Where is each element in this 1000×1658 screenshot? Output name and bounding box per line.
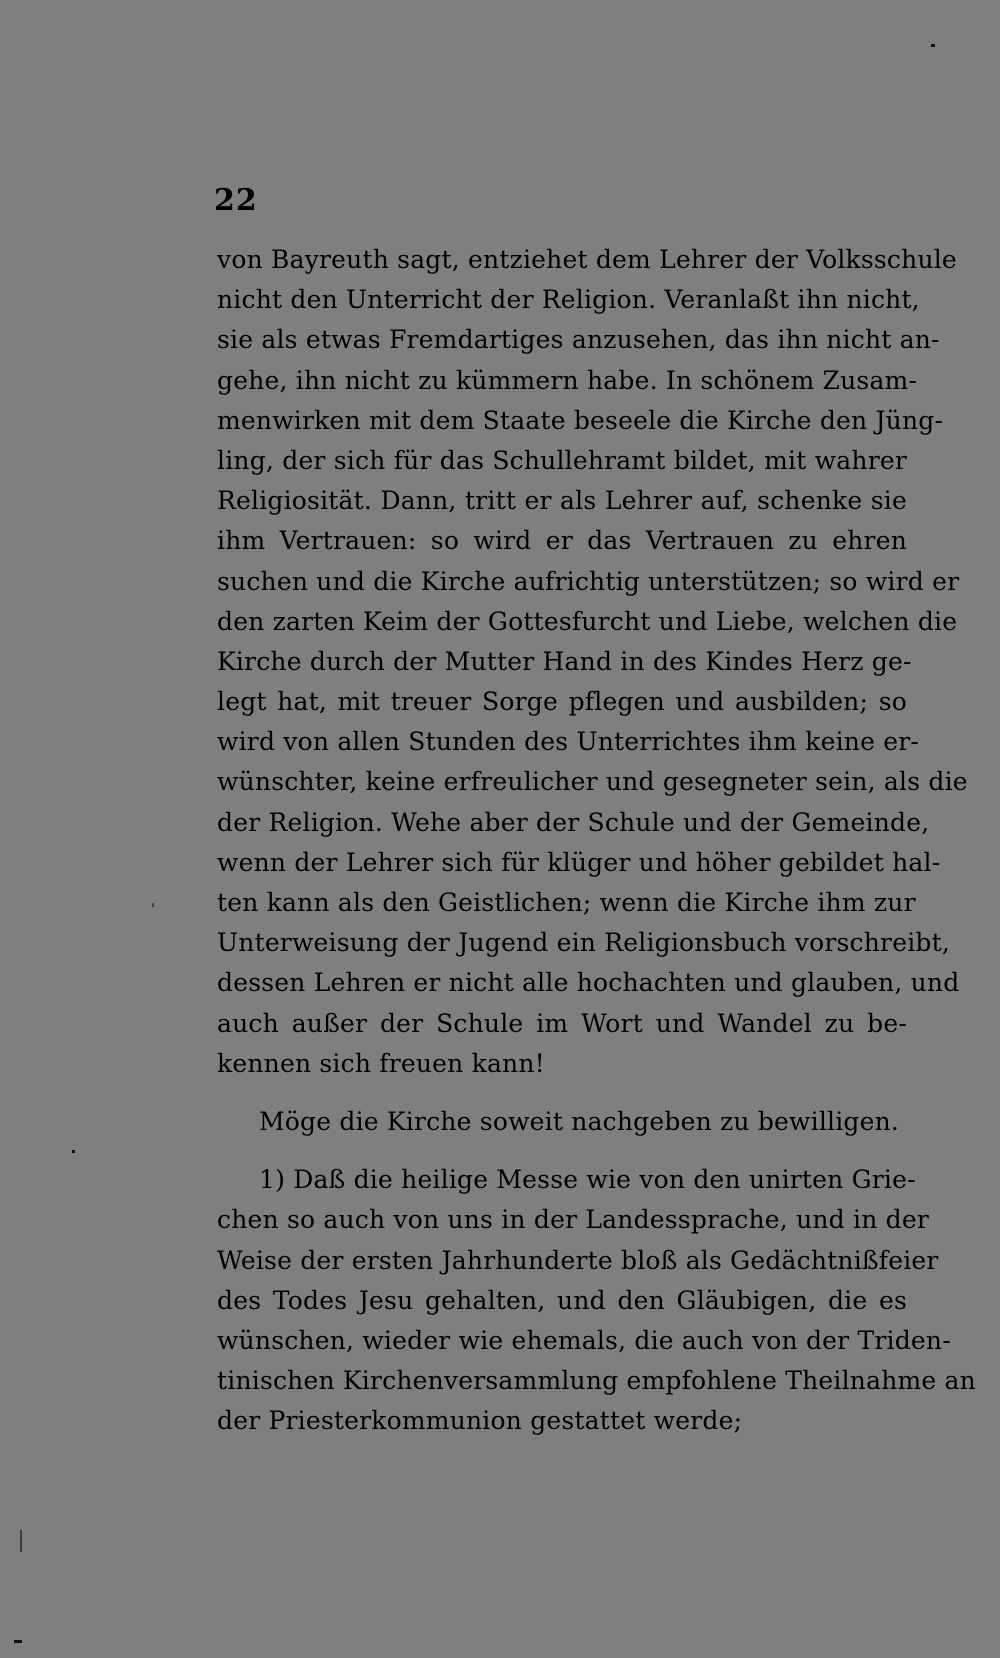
text-line: Religiosität. Dann, tritt er als Lehrer auf, schenke sie [217, 486, 907, 516]
text-line: Kirche durch der Mutter Hand in des Kindes Herz ge- [217, 646, 912, 676]
paragraph-2 [217, 1102, 907, 1142]
text-line: suchen und die Kirche aufrichtig unterstützen; so wird er [217, 566, 960, 596]
paragraph-gap [217, 1142, 907, 1160]
scan-speck [152, 903, 154, 907]
text-line: 1) Daß die heilige Messe wie von den unirten Grie- [259, 1165, 916, 1195]
text-line: wird von allen Stunden des Unterrichtes ihm keine er- [217, 727, 920, 757]
text-line: legt hat, mit treuer Sorge pflegen und ausbilden; so [217, 687, 907, 717]
text-line: menwirken mit dem Staate beseele die Kirche den Jüng- [217, 405, 944, 435]
scan-speck [14, 1640, 22, 1643]
paragraph-gap [217, 1084, 907, 1102]
text-line: wenn der Lehrer sich für klüger und höher gebildet hal- [217, 847, 941, 877]
text-line: Unterweisung der Jugend ein Religionsbuch vorschreibt, [217, 928, 950, 958]
text-line: Möge die Kirche soweit nachgeben zu bewilligen. [259, 1106, 900, 1136]
text-line: wünschen, wieder wie ehemals, die auch von der Triden- [217, 1325, 951, 1355]
text-line: kennen sich freuen kann! [217, 1048, 545, 1078]
text-line: ten kann als den Geistlichen; wenn die Kirche ihm zur [217, 888, 916, 917]
scan-speck [20, 1530, 22, 1552]
paragraph-1 [217, 240, 968, 1084]
text-line: chen so auch von uns in der Landessprache, und in der [217, 1205, 930, 1235]
text-line: wünschter, keine erfreulicher und gesegneter sein, als die [217, 767, 968, 797]
text-line: den zarten Keim der Gottesfurcht und Liebe, welchen die [217, 606, 958, 636]
scan-speck [931, 44, 935, 47]
text-line: nicht den Unterricht der Religion. Veranlaßt ihn nicht, [217, 285, 920, 315]
text-line: sie als etwas Fremdartiges anzusehen, das ihn nicht an- [217, 325, 940, 355]
text-line: des Todes Jesu gehalten, und den Gläubigen, die es [217, 1285, 907, 1315]
text-line: dessen Lehren er nicht alle hochachten und glauben, und [217, 968, 960, 998]
scan-speck [72, 1150, 75, 1153]
text-line: ihm Vertrauen: so wird er das Vertrauen zu ehren [217, 526, 907, 556]
paragraph-3 [217, 1160, 976, 1441]
text-line: von Bayreuth sagt, entziehet dem Lehrer der Volksschule [217, 245, 957, 274]
body-text [217, 240, 976, 1441]
text-line: der Priesterkommunion gestattet werde; [217, 1406, 743, 1436]
page-number: 22 [214, 183, 258, 218]
text-line: gehe, ihn nicht zu kümmern habe. In schönem Zusam- [217, 365, 918, 395]
text-line: auch außer der Schule im Wort und Wandel zu be- [217, 1008, 907, 1038]
text-line: der Religion. Wehe aber der Schule und der Gemeinde, [217, 807, 930, 837]
text-line: Weise der ersten Jahrhunderte bloß als Gedächtnißfeier [217, 1245, 939, 1275]
text-line: tinischen Kirchenversammlung empfohlene Theilnahme an [217, 1366, 976, 1396]
text-line: ling, der sich für das Schullehramt bildet, mit wahrer [217, 445, 907, 475]
